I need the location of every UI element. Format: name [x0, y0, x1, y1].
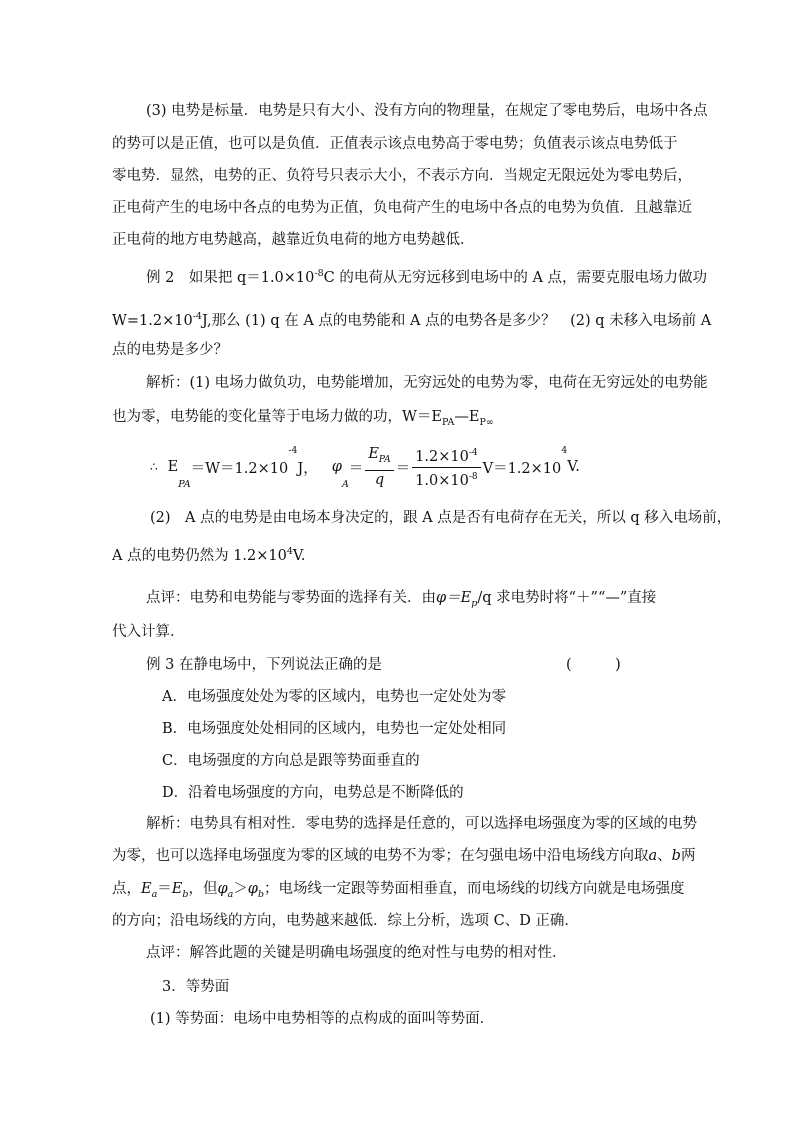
example2-line-2 — [112, 307, 711, 331]
example2-line-1 — [146, 264, 707, 288]
e-b: E — [171, 881, 183, 897]
comment3-line-1: 点评：解答此题的关键是明确电场强度的绝对性与电势的相对性． — [146, 945, 567, 961]
ex2-text: 例 2 如果把 q＝1.0×10 — [146, 269, 315, 286]
example3-question: 例 3 在静电场中，下列说法正确的是 — [146, 657, 382, 673]
sol3-text: 两 — [680, 848, 696, 864]
comment-text: 点评：电势和电势能与零势面的选择有关．由 — [146, 590, 436, 606]
comment-text: ＝E — [446, 590, 472, 606]
solution2-line-1: 解析：(1) 电场力做负功，电势能增加，无穷远处的电势为零，电荷在无穷远处的电势能 — [146, 375, 708, 391]
eq-text: ＝ — [395, 460, 411, 477]
sol3-text: ＞ — [233, 881, 248, 897]
eq-text: J， — [297, 460, 318, 477]
subscript: a — [151, 888, 158, 900]
sol3-text: 点， — [112, 881, 141, 897]
solution2-line-4: (2) A 点的电势是由电场本身决定的，跟 A 点是否有电荷存在无关，所以 q 移入电场前， — [150, 510, 732, 526]
sol3-text: 为零，也可以选择电场强度为零的区域的电势不为零；在匀强电场中沿电场线方向取 — [112, 848, 649, 864]
solution2-line-2 — [112, 407, 494, 433]
ex2-text: W=1.2×10 — [112, 312, 193, 329]
subscript: PA — [378, 454, 391, 465]
subscript: p — [471, 597, 478, 609]
eq-text: V＝1.2×10 — [482, 460, 562, 477]
answer-parentheses: ( ) — [566, 657, 621, 673]
option-d: D．沿着电场强度的方向，电势总是不断降低的 — [162, 785, 464, 801]
variable-b: b — [671, 848, 681, 864]
para3-line-2: 的势可以是正值，也可以是负值．正值表示该点电势高于零电势；负值表示该点电势低于 — [112, 136, 678, 152]
sol3-text: 、 — [657, 848, 672, 864]
exponent: -4 — [468, 448, 478, 458]
solution3-line-2 — [112, 846, 695, 866]
solution2-equation — [150, 445, 580, 490]
fraction-values — [412, 445, 480, 490]
subscript: PA — [442, 416, 455, 428]
exponent: 4 — [561, 445, 568, 456]
section3-line-1: (1) 等势面：电场中电势相等的点构成的面叫等势面． — [150, 1011, 495, 1027]
therefore-symbol: ∴ — [150, 460, 158, 475]
phi-symbol: φ — [247, 881, 258, 897]
frac-denominator: q — [374, 471, 385, 488]
variable-a: a — [648, 848, 658, 864]
comment-text: /q 求电势时将“＋”“—”直接 — [477, 590, 657, 606]
exponent: -4 — [288, 445, 298, 456]
subscript: b — [182, 888, 189, 900]
subscript: a — [227, 888, 234, 900]
phi-symbol: φ — [217, 881, 228, 897]
solution3-line-1: 解析：电势具有相对性．零电势的选择是任意的，可以选择电场强度为零的区域的电势 — [146, 816, 697, 832]
eq-text: ＝ — [348, 460, 364, 477]
sol2-text: A 点的电势仍然为 1.2×10 — [112, 547, 287, 564]
frac-numerator: 1.2×10 — [415, 448, 469, 465]
solution2-line-5 — [112, 542, 305, 566]
solution3-line-3 — [112, 879, 685, 905]
sol3-text: ，但 — [188, 881, 218, 897]
ex2-text: C 的电荷从无穷远移到电场中的 A 点，需要克服电场力做功 — [323, 269, 708, 286]
exponent: 4 — [286, 546, 293, 557]
subscript: PA — [178, 478, 191, 490]
sol3-text: ＝ — [157, 881, 172, 897]
example2-line-3: 点的电势是多少？ — [112, 342, 228, 358]
exponent: -4 — [192, 311, 202, 322]
ex2-text: J,那么 (1) q 在 A 点的电势能和 A 点的电势各是多少？ (2) q 未移入电场前 A — [201, 312, 712, 329]
sol3-text: ；电场线一定跟等势面相垂直，而电场线的切线方向就是电场强度 — [264, 881, 685, 897]
sol2-text: V. — [292, 547, 306, 564]
frac-denominator: 1.0×10 — [415, 472, 469, 489]
option-c: C．电场强度的方向总是跟等势面垂直的 — [162, 753, 420, 769]
solution3-line-4: 的方向；沿电场线的方向，电势越来越低．综上分析，选项 C、D 正确． — [112, 913, 579, 929]
section3-title: 3．等势面 — [162, 979, 230, 995]
phi-symbol: φ — [331, 459, 342, 476]
eq-text: V. — [567, 459, 580, 476]
e-a: E — [141, 881, 152, 897]
option-b: B．电场强度处处相同的区域内，电势也一定处处相同 — [162, 721, 507, 737]
subscript: P∞ — [479, 416, 494, 428]
para3-line-5: 正电荷的地方电势越高，越靠近负电荷的地方电势越低． — [112, 232, 475, 248]
exponent: -8 — [468, 471, 478, 482]
eq-text: E — [167, 459, 179, 476]
frac-numerator: E — [368, 445, 379, 462]
eq-text: ＝W＝1.2×10 — [190, 460, 289, 477]
exponent: -8 — [314, 268, 324, 279]
subscript: A — [341, 478, 349, 490]
para3-line-4: 正电荷产生的电场中各点的电势为正值，负电荷产生的电场中各点的电势为负值．且越靠近 — [112, 200, 692, 216]
phi-symbol: φ — [436, 590, 447, 606]
comment2-line-2: 代入计算． — [112, 624, 185, 640]
sol2-text: —E — [454, 409, 480, 425]
sol2-text: 也为零，电势能的变化量等于电场力做的功，W＝E — [112, 409, 442, 425]
fraction-epa-over-q — [365, 446, 393, 489]
para3-line-3: 零电势．显然，电势的正、负符号只表示大小，不表示方向．当规定无限远处为零电势后， — [112, 168, 692, 184]
comment2-line-1 — [146, 588, 656, 614]
para3-line-1: (3) 电势是标量．电势是只有大小、没有方向的物理量，在规定了零电势后，电场中各点 — [146, 103, 708, 119]
subscript: b — [257, 888, 265, 900]
option-a: A．电场强度处处为零的区域内，电势也一定处处为零 — [162, 689, 506, 705]
